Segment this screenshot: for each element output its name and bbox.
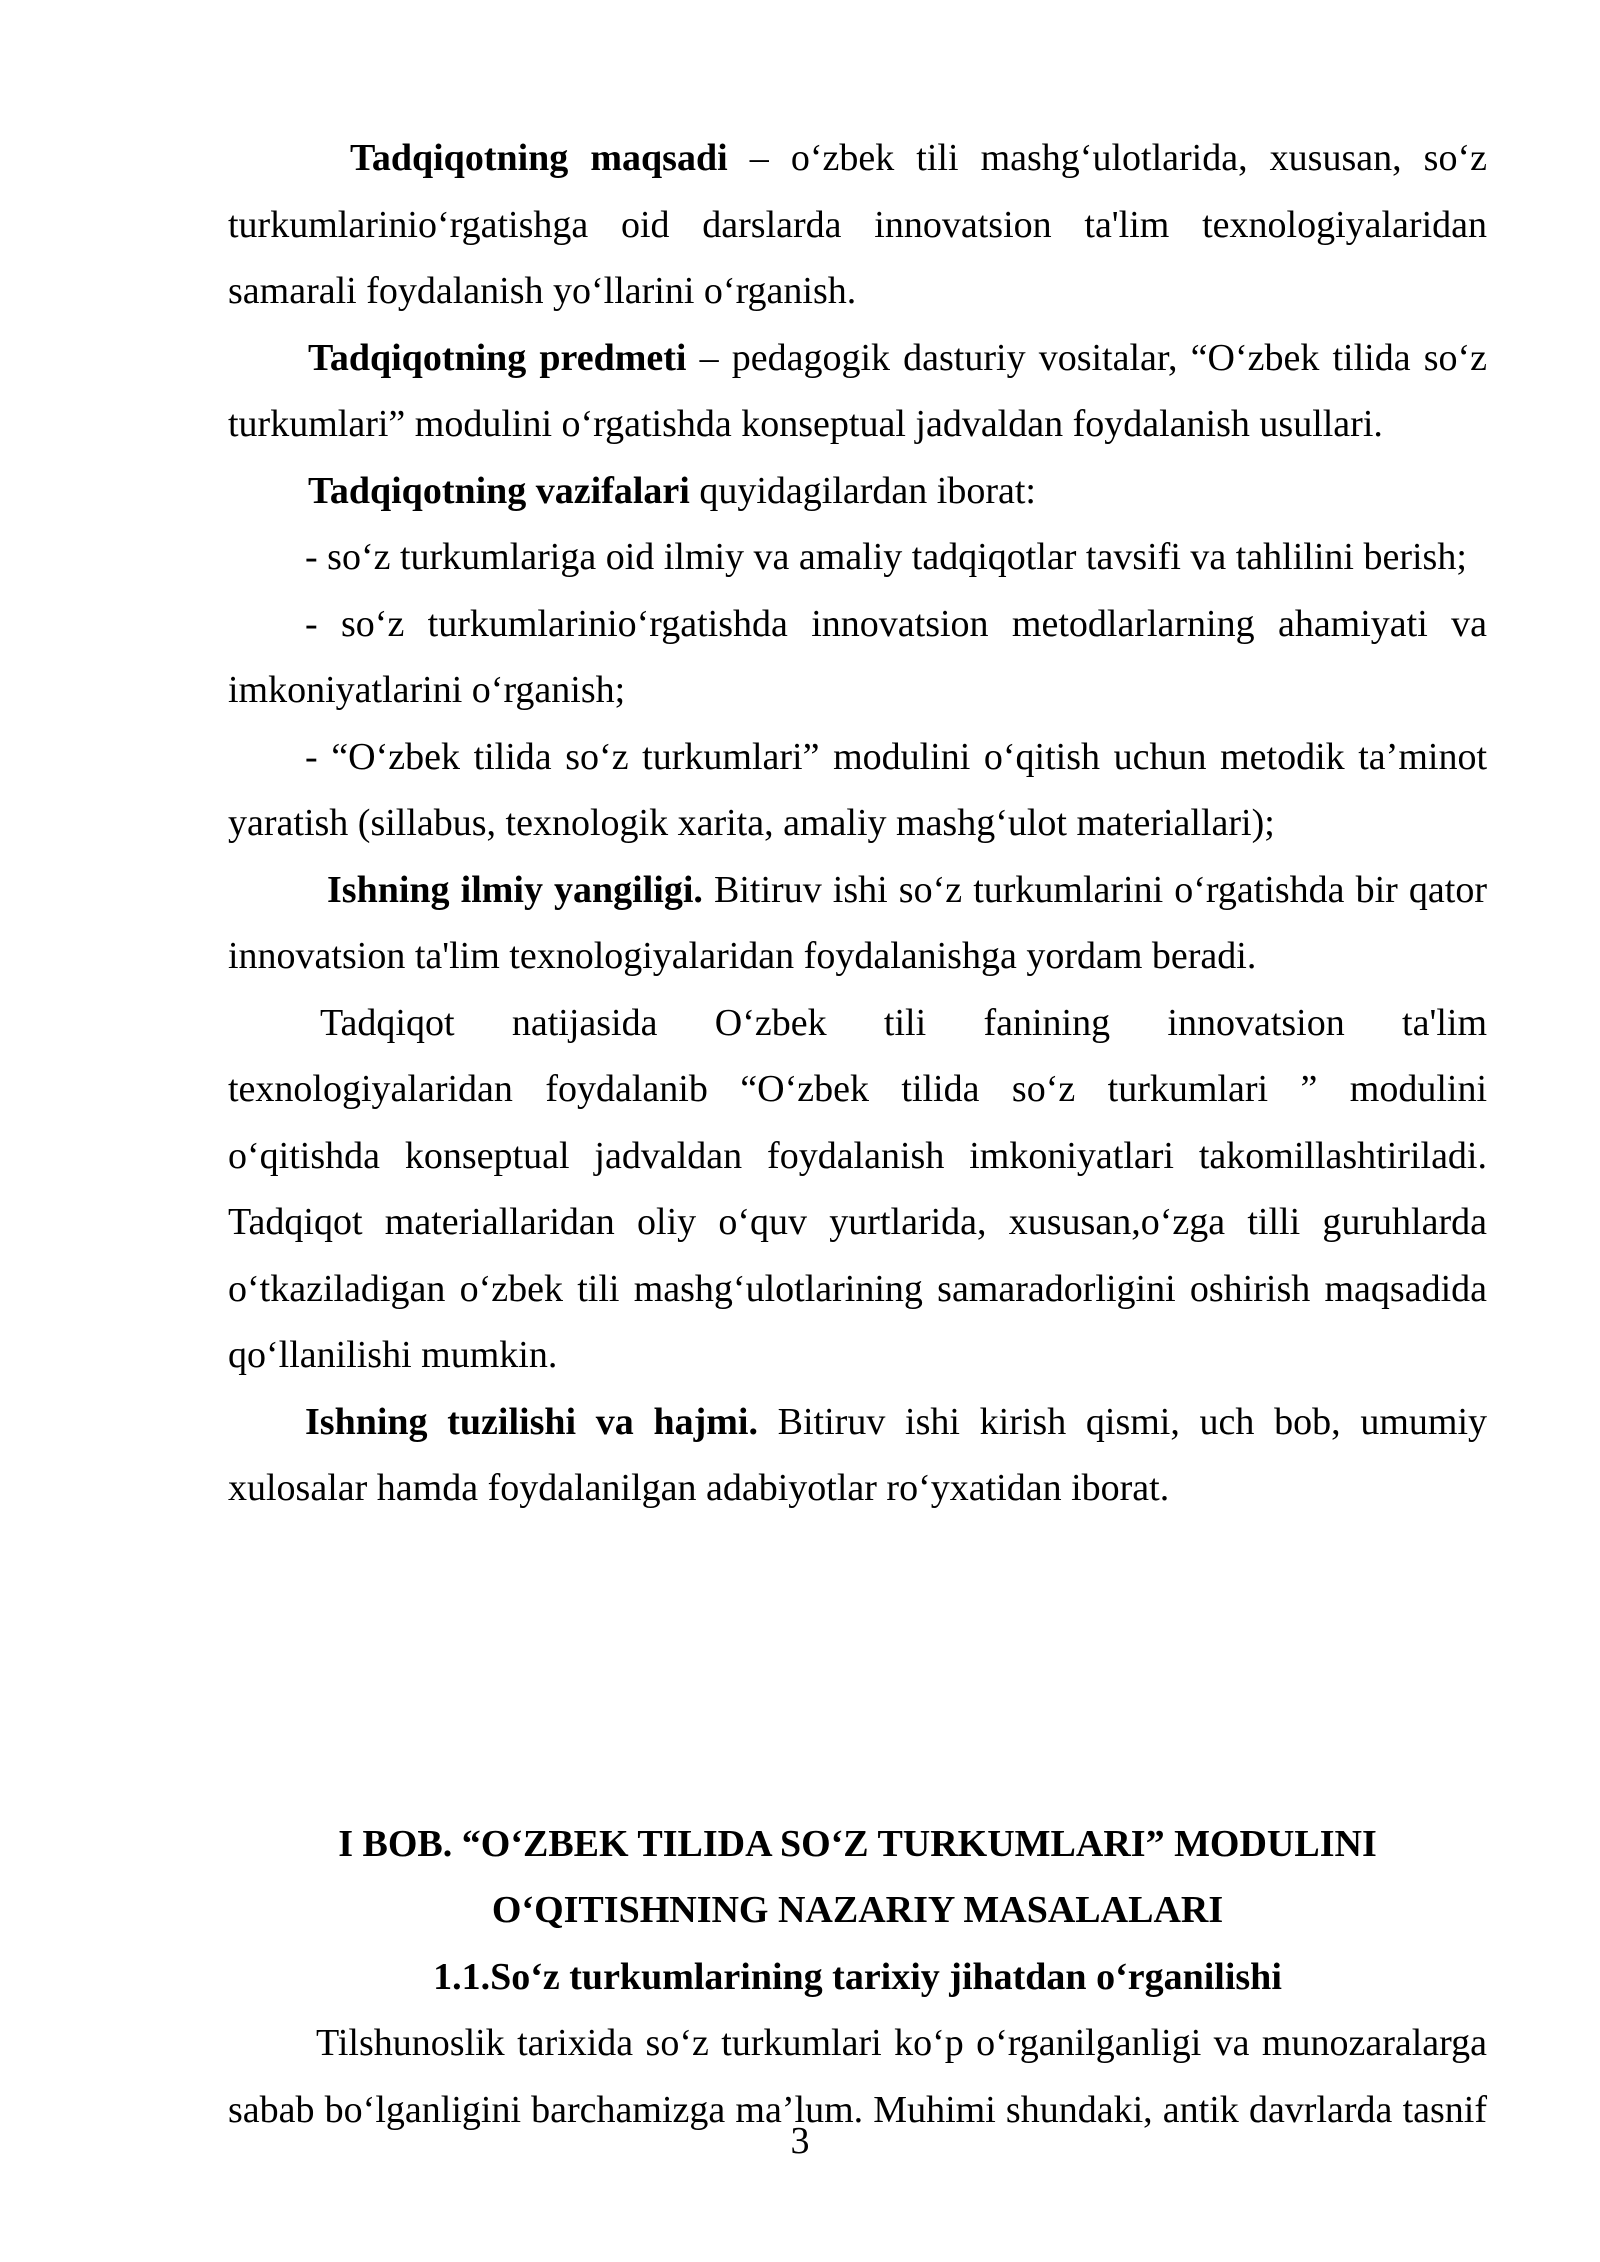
paragraph-research-results: [228, 990, 1487, 1389]
paragraph-text: Bitiruv ishi soʻz turkumlarini oʻrgatishda bir qator innovatsion ta'lim texnologiyalaridan foydalanishga yordam beradi.: [228, 868, 1487, 977]
paragraph-text: Tilshunoslik tarixida soʻz turkumlari koʻp oʻrganilganligi va munozaralarga sabab boʻlganligini barchamizga ma’lum. Muhimi shundaki, antik davrlarda tasnif: [228, 2022, 1487, 2131]
chapter-heading: [228, 1811, 1487, 1944]
paragraph-text: - “Oʻzbek tilida soʻz turkumlari” modulini oʻqitish uchun metodik ta’minot yaratish (sillabus, texnologik xarita, amaliy mashgʻulot materiallari);: [228, 735, 1487, 844]
chapter-heading-line-2: OʻQITISHNING NAZARIY MASALALARI: [491, 1889, 1224, 1931]
paragraph-lead-bold: Tadqiqotning predmeti: [308, 336, 687, 379]
paragraph-scientific-novelty: [228, 857, 1487, 990]
blank-space: [228, 1522, 1487, 1811]
paragraph-lead-bold: Tadqiqotning maqsadi: [350, 137, 728, 179]
paragraph-text: - soʻz turkumlarinioʻrgatishda innovatsion metodlarlarning ahamiyati va imkoniyatlarini oʻrganish;: [228, 602, 1487, 711]
paragraph-research-tasks: [228, 458, 1487, 525]
paragraph-text: – oʻzbek tili mashgʻulotlarida, xususan, soʻz turkumlarinioʻrgatishga oid darslarda innovatsion ta'lim texnologiyalaridan samarali foydalanish yoʻllarini oʻrganish.: [228, 137, 1487, 312]
paragraph-text: - soʻz turkumlariga oid ilmiy va amaliy tadqiqotlar tavsifi va tahlilini berish;: [305, 536, 1467, 578]
paragraph-lead-bold: Tadqiqotning vazifalari: [308, 469, 690, 512]
paragraph-text: Tadqiqot natijasida Oʻzbek tili fanining innovatsion ta'lim texnologiyalaridan foydalanib “Oʻzbek tilida soʻz turkumlari ” modulini oʻqitishda konseptual jadvaldan foydalanish imkoniyatlari takomillashtiriladi. Tadqiqot materiallaridan oliy oʻquv yurtlarida, xususan,oʻzga tilli guruhlarda oʻtkaziladigan oʻzbek tili mashgʻulotlarining samaradorligini oshirish maqsadida qoʻllanilishi mumkin.: [228, 1001, 1487, 1376]
paragraph-text: quyidagilardan iborat:: [689, 469, 1036, 512]
paragraph-text: – pedagogik dasturiy vositalar, “Oʻzbek tilida soʻz turkumlari” modulini oʻrgatishda konseptual jadvaldan foydalanish usullari.: [228, 336, 1487, 445]
page-number: 3: [790, 2120, 810, 2162]
paragraph-lead-bold: Ishning tuzilishi va hajmi.: [305, 1400, 758, 1443]
paragraph-research-goal: [228, 125, 1487, 325]
task-item-3: [228, 724, 1487, 857]
paragraph-text: Bitiruv ishi kirish qismi, uch bob, umumiy xulosalar hamda foydalanilgan adabiyotlar roʻyxatidan iborat.: [228, 1400, 1487, 1509]
section-heading: 1.1.Soʻz turkumlarining tarixiy jihatdan oʻrganilishi: [433, 1955, 1282, 1998]
paragraph-work-structure: [228, 1389, 1487, 1522]
paragraph-lead-bold: Ishning ilmiy yangiligi.: [327, 868, 703, 911]
task-item-1: [228, 524, 1487, 591]
page-body: [228, 125, 1487, 2143]
chapter-heading-line-1: I BOB. “OʻZBEK TILIDA SOʻZ TURKUMLARI” MODULINI: [338, 1822, 1377, 1865]
paragraph-research-subject: [228, 325, 1487, 458]
task-item-2: [228, 591, 1487, 724]
